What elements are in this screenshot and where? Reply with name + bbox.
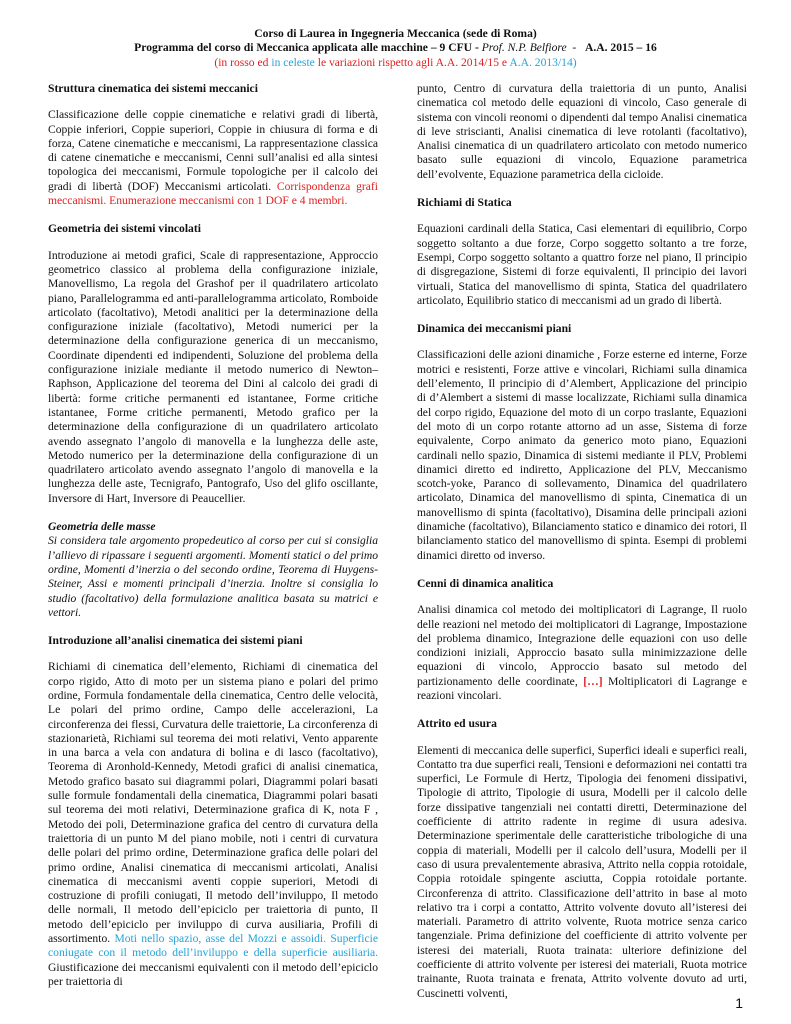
section-text: Classificazione delle coppie cinematiche e relativi gradi di libertà, Coppie inferiori, Coppie superiori, Coppie in chiusura di forma e di forza, Catene cinematiche e meccanismi, La rappresentazione classica di catene cinematiche e meccanismi, Cenni sull’analisi ed alla sintesi topologica dei meccanismi, Formule topologiche per il calcolo dei gradi di libertà (DOF) Meccanismi articolati. Corrispondenza grafi meccanismi. Enumerazione meccanismi con 1 DOF e 4 membri. [48,108,378,208]
section-text: Equazioni cardinali della Statica, Casi elementari di equilibrio, Corpo soggetto soltanto a due forze, Corpo soggetto soltanto a tre forze, Esempi, Corpo soggetto soltanto a quattro forze nel piano, Il principio di disgregazione, Sistemi di forze equivalenti, Il principio dei lavori virtuali, Statica del manovellismo di spinta, Statica del quadrilatero articolato, Equilibrio statico di meccanismi ad un grado di libertà. [417,222,747,307]
section-title: Introduzione all’analisi cinematica dei sistemi piani [48,634,303,648]
section-text: Analisi dinamica col metodo dei moltiplicatori di Lagrange, Il ruolo delle reazioni nel metodo dei moltiplicatori di Lagrange, Impostazione del problema dinamico, Integrazione delle equazioni con uso delle condizioni iniziali, Approccio basato sulla minimizzazione delle equazioni di vincolo, Approccio basato sul metodo del partizionamento delle coordinate, […] Moltiplicatori di Lagrange e reazioni vincolari. [417,603,747,702]
page-number: 1 [735,994,743,1011]
section-title: Geometria delle masse [48,520,156,534]
academic-year: A.A. 2015 – 16 [584,41,657,55]
professor-name: Prof. N.P. Belfiore [481,41,567,55]
section-text: Introduzione ai metodi grafici, Scale di rappresentazione, Approccio geometrico classico al problema della configurazione iniziale, Manovellismo, La regola del Grashof per il quadrilatero articolato piano, Parallelogramma ed anti-parallelogramma articolato, Romboide articolato (facoltativo), Metodi analitici per la determinazione della configurazione iniziale (facoltativo), Metodi numerici per la determinazione della configurazione generica di un meccanismo, Coordinate dipendenti ed indipendenti, Soluzione del problema della configurazione iniziale mediante il metodo numerico di Newton–Raphson, Applicazione del teorema del Dini al calcolo dei gradi di libertà: forme critiche permanenti ed istantanee, Forme critiche istantanee, Forme critiche permanenti, Metodo grafico per la determinazione della configurazione di un quadrilatero articolato avendo assegnato l’angolo di manovella e la lunghezza delle aste, Metodo numerico per la determinazione della configurazione di un quadrilatero articolato avendo assegnato l’angolo di manovella e la lunghezza delle aste, Tecnigrafo, Pantografo, Uso del glifo oscillante, Inversore di Hart, Inversore di Peaucellier. [48,248,378,505]
changes-note: (in rosso ed in celeste le variazioni rispetto agli A.A. 2014/15 e A.A. 2013/14) [214,55,577,69]
program-line: Programma del corso di Meccanica applicata alle macchine – 9 CFU - Prof. N.P. Belfiore - A.A. 2015 – 16 [134,41,657,55]
section-title: Richiami di Statica [417,196,512,210]
right-column [417,82,747,1015]
section-title: Geometria dei sistemi vincolati [48,222,201,236]
section-title: Cenni di dinamica analitica [417,576,554,590]
section-text: Elementi di meccanica delle superfici, Superfici ideali e superfici reali, Contatto tra due superfici reali, Tensioni e deformazioni nei contatti tra superfici, Le Formule di Hertz, Tipologia dei fenomeni dissipativi, Tipologie di attrito, Tipologie di usura, Modelli per il calcolo delle forze dissipative tangenziali nei contatti diretti, Determinazione del coefficiente di attrito radente in regime di usura adesiva. Determinazione sperimentale delle caratteristiche tribologiche di una coppia di materiali, Modelli per il calcolo dell’usura, Modelli per il caso di usura prevalentemente abrasiva, Attrito nella coppia rotoidale, Coppia rotoidale spingente asciutta, Coppia rotoidale portante. Circonferenza di attrito. Classificazione dell’attrito in base al moto relativo tra i corpi a contatto, Attrito volvente dovuto all’isteresi dei materiali. Parametro di attrito volvente, Ruota motrice senza carico tangenziale. Prima definizione del coefficiente di attrito volvente per isteresi dei materiali, Ruota trainata: ulteriore definizione del coefficiente di attrito volvente per isteresi dei materiali, Ruota motrice trainante, Ruota trainata e frenata, Attrito volvente dovuto ad urti, Cuscinetti volventi, [417,743,747,1000]
section-title: Dinamica dei meccanismi piani [417,322,572,336]
page-header [0,27,791,70]
section-text: punto, Centro di curvatura della traiettoria di un punto, Analisi cinematica col metodo delle equazioni di vincolo, Caso generale di sistema con vincoli reonomi o dipendenti dal tempo Analisi cinematica di leve striscianti, Analisi cinematica di leve rotolanti (facoltativo), Analisi cinematica di un quadrilatero articolato con metodo numerico basato sulle equazioni di vincolo, Equazione parametrica dell’evolvente, Equazione parametrica della cicloide. [417,82,747,181]
section-text: Si considera tale argomento propedeutico al corso per cui si consiglia l’allievo di ripassare i seguenti argomenti. Momenti statici o del primo ordine, Momenti d’inerzia o del secondo ordine, Teorema di Huygens-Steiner, Assi e momenti principali d’inerzia. Inoltre si consiglia lo studio (facoltativo) della formulazione analitica basata su matrici e vettori. [48,534,378,619]
section-text: Classificazioni delle azioni dinamiche , Forze esterne ed interne, Forze motrici e resistenti, Forze attive e vincolari, Richiami sulla dinamica dell’elemento, Il principio di d’Alembert, Applicazione del principio di d’Alembert a sistemi di masse localizzate, Richiami sulla dinamica del corpo rigido, Equazione del moto di un corpo traslante, Equazioni del moto di un corpo rotante attorno ad un asse, Sistema di forze equivalente, Corpo animato da generico moto piano, Equazioni cardinali nello spazio, Dinamica di sistemi mediante il PLV, Problemi dinamici diretto ed indiretto, Applicazione del PLV, Meccanismo scotch-yoke, Paranco di sollevamento, Dinamica del quadrilatero articolato, Dinamica del manovellismo di spinta, Cinematica di un manovellismo di spinta (facoltativo), Disamina delle principali azioni dinamiche (facoltativo), Bilanciamento statico e dinamico dei rotori, Il bilanciamento statico del manovellismo di spinta. Esempi di problemi dinamici diretto od inverso. [417,348,747,562]
section-text: Richiami di cinematica dell’elemento, Richiami di cinematica del corpo rigido, Atto di moto per un sistema piano e polari del primo ordine, Formula fondamentale della cinematica, Centro delle velocità, Le polari del primo ordine, Campo delle accelerazioni, La circonferenza dei flessi, Curvatura delle traiettorie, La circonferenza di stazionarietà, Richiami sul teorema dei moti relativi, Vento apparente in una barca a vela con andatura di bolina e di lasco (facoltativo), Teorema di Aronhold-Kennedy, Metodi grafici di analisi cinematica, Metodo grafico basato sui diagrammi polari, Diagrammi polari basati sulle formule fondamentali della cinematica, Diagrammi polari basati sul teorema dei moti relativi, Determinazione grafica di K, nota F , Metodo dei poli, Determinazione grafica del centro di curvatura della traiettoria di un punto M del piano mobile, noti i centri di curvatura delle polari del primo ordine, Determinazione grafica delle polari del primo ordine, Analisi cinematica di meccanismi articolati, Analisi cinematica di meccanismi aventi coppie superiori, Metodi di costruzione di profili coniugati, Il metodo dell’inviluppo, Il metodo delle normali, Il metodo dell’epiciclo per traiettoria di punto, Il metodo dell’epiciclo per inviluppo di curva ausiliaria, Profili di assortimento. Moti nello spazio, asse del Mozzi e assoidi. Superficie coniugate con il metodo dell’inviluppo e della superficie ausiliaria. Giustificazione dei meccanismi equivalenti con il metodo dell’epiciclo per traiettoria di [48,660,378,988]
section-title: Struttura cinematica dei sistemi meccanici [48,82,258,95]
section-title: Attrito ed usura [417,717,497,731]
left-column [48,82,378,1003]
course-title: Corso di Laurea in Ingegneria Meccanica (sede di Roma) [254,27,537,40]
